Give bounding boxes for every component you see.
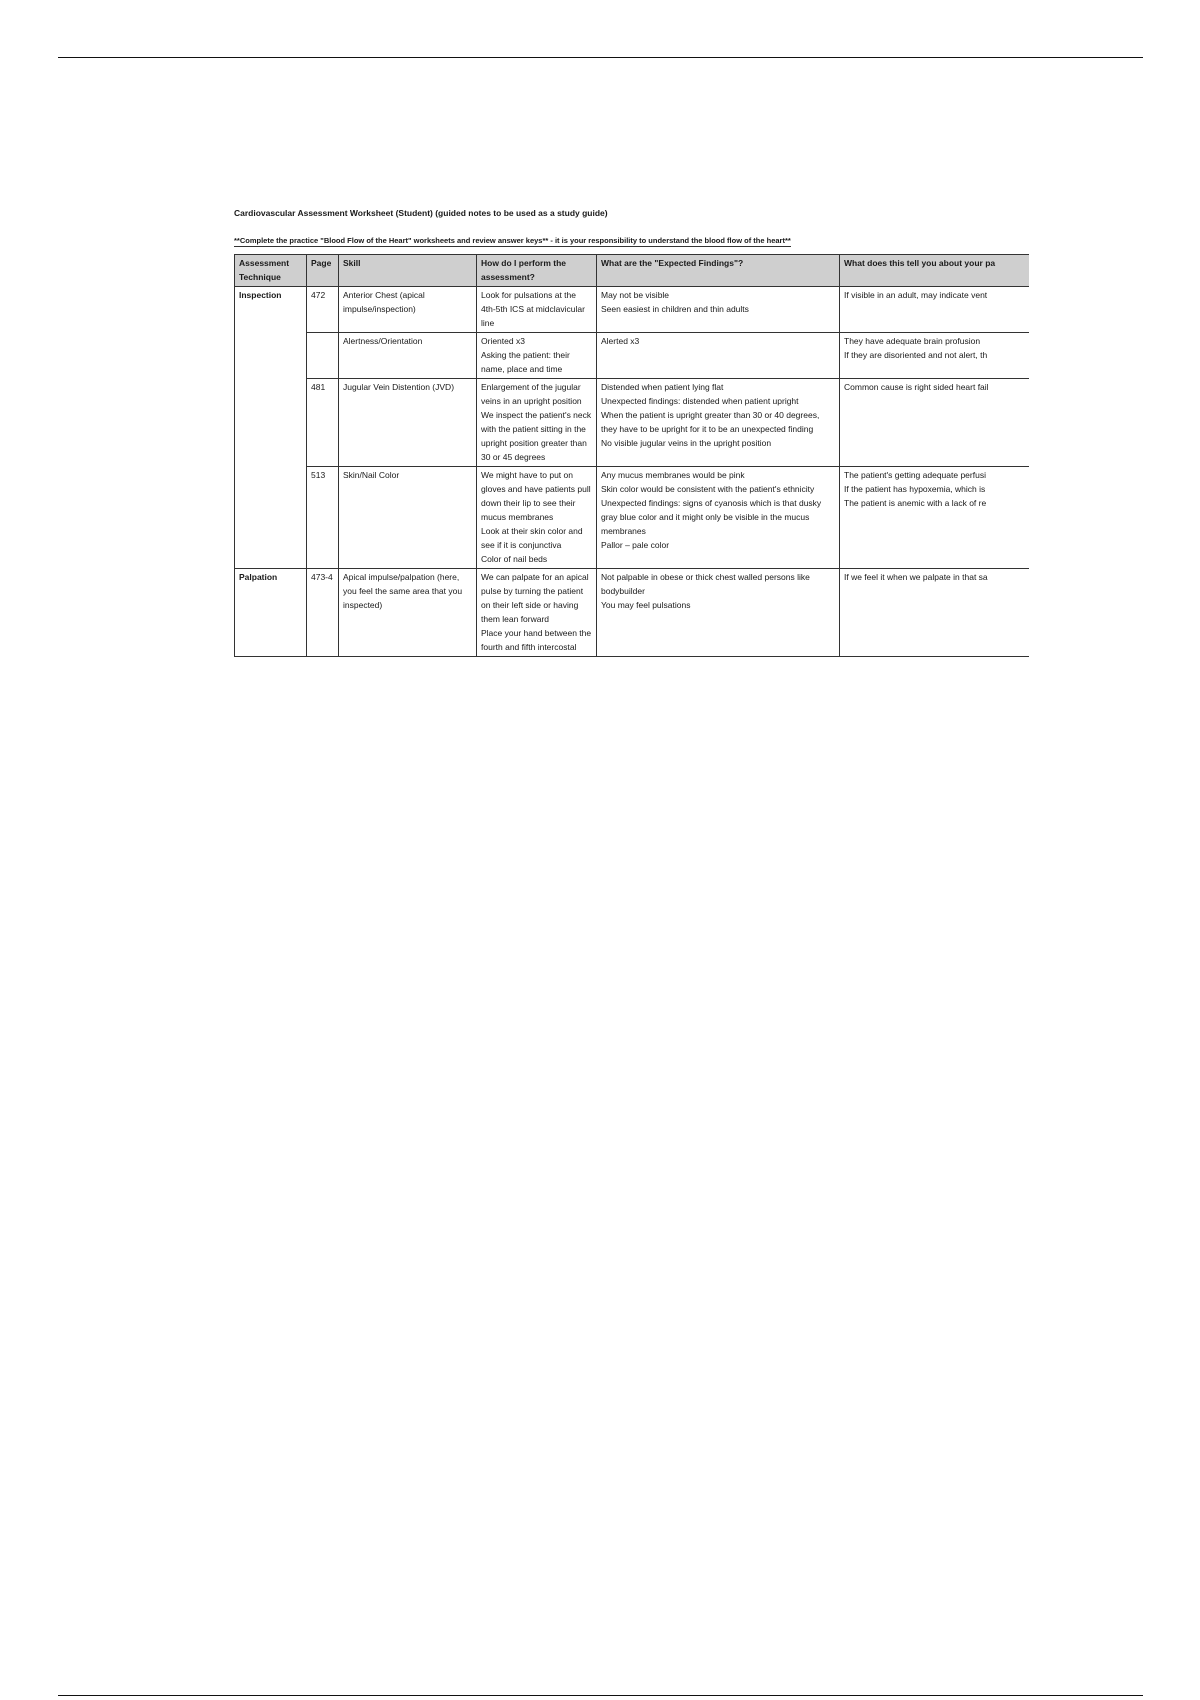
cell-line: No visible jugular veins in the upright position <box>601 438 772 448</box>
cell-perform <box>477 287 597 333</box>
cell-line: We can palpate for an apical pulse by turning the patient on their left side or having them lean forward <box>481 572 589 624</box>
cell-line: Seen easiest in children and thin adults <box>601 304 749 314</box>
cell-page: 472 <box>307 287 339 333</box>
footer-rule <box>58 1695 1143 1696</box>
cell-skill: Apical impulse/palpation (here, you feel the same area that you inspected) <box>339 569 477 657</box>
cell-line: Common cause is right sided heart fail <box>844 382 989 392</box>
cell-line: Unexpected findings: distended when patient upright <box>601 396 799 406</box>
cell-page: 473-4 <box>307 569 339 657</box>
header-rule <box>58 57 1143 58</box>
cell-line: Distended when patient lying flat <box>601 382 724 392</box>
cell-line: Oriented x3 <box>481 336 525 346</box>
cell-expected <box>597 333 840 379</box>
cell-technique <box>235 333 307 379</box>
cell-line: Skin color would be consistent with the patient's ethnicity <box>601 484 815 494</box>
cell-line: If they are disoriented and not alert, th <box>844 350 988 360</box>
cell-tells <box>840 569 1030 657</box>
cell-tells <box>840 467 1030 569</box>
cell-line: If visible in an adult, may indicate vent <box>844 290 988 300</box>
cell-expected <box>597 287 840 333</box>
header-tells: What does this tell you about your pa <box>840 255 1030 287</box>
cell-line: You may feel pulsations <box>601 600 691 610</box>
table-row <box>235 379 1030 467</box>
cell-page: 513 <box>307 467 339 569</box>
header-perform: How do I perform the assessment? <box>477 255 597 287</box>
cell-page <box>307 333 339 379</box>
document-note: **Complete the practice "Blood Flow of the Heart" worksheets and review answer keys** - it is your responsibility to understand the blood flow of the heart** <box>234 236 791 245</box>
cell-technique <box>235 467 307 569</box>
cell-line: If we feel it when we palpate in that sa <box>844 572 988 582</box>
cell-expected <box>597 467 840 569</box>
cell-line: Pallor – pale color <box>601 540 670 550</box>
cell-line: The patient is anemic with a lack of re <box>844 498 987 508</box>
table-row <box>235 333 1030 379</box>
table-row <box>235 569 1030 657</box>
cell-line: We inspect the patient's neck with the patient sitting in the upright position greater than 30 or 45 degrees <box>481 410 592 462</box>
cell-line: Asking the patient: their name, place and time <box>481 350 570 374</box>
cell-line: Enlargement of the jugular veins in an upright position <box>481 382 582 406</box>
document-title: Cardiovascular Assessment Worksheet (Student) (guided notes to be used as a study guide) <box>234 208 608 218</box>
cell-line: Color of nail beds <box>481 554 548 564</box>
cell-tells <box>840 379 1030 467</box>
cell-skill: Jugular Vein Distention (JVD) <box>339 379 477 467</box>
cell-line: Place your hand between the fourth and fifth intercostal <box>481 628 592 652</box>
table-header-row <box>235 255 1030 287</box>
cell-tells <box>840 333 1030 379</box>
cell-line: May not be visible <box>601 290 670 300</box>
worksheet <box>234 208 1029 764</box>
cell-page: 481 <box>307 379 339 467</box>
cell-line: Look for pulsations at the 4th-5th ICS at midclavicular line <box>481 290 585 328</box>
header-page: Page <box>307 255 339 287</box>
cell-perform <box>477 379 597 467</box>
cell-skill: Anterior Chest (apical impulse/inspection) <box>339 287 477 333</box>
cell-line: If the patient has hypoxemia, which is <box>844 484 986 494</box>
cell-line: The patient's getting adequate perfusi <box>844 470 986 480</box>
cell-line: They have adequate brain profusion <box>844 336 981 346</box>
cell-technique <box>235 379 307 467</box>
table-viewport <box>234 254 1029 764</box>
cell-technique: Palpation <box>235 569 307 657</box>
cell-skill: Skin/Nail Color <box>339 467 477 569</box>
cell-perform <box>477 333 597 379</box>
cell-line: When the patient is upright greater than 30 or 40 degrees, they have to be upright for it to be an unexpected finding <box>601 410 820 434</box>
cell-technique: Inspection <box>235 287 307 333</box>
cell-line: Not palpable in obese or thick chest walled persons like bodybuilder <box>601 572 810 596</box>
assessment-table <box>234 254 1029 657</box>
header-technique: Assessment Technique <box>235 255 307 287</box>
cell-line: Look at their skin color and see if it is conjunctiva <box>481 526 583 550</box>
cell-line: Unexpected findings: signs of cyanosis which is that dusky gray blue color and it might only be visible in the mucus membranes <box>601 498 822 536</box>
header-expected: What are the "Expected Findings"? <box>597 255 840 287</box>
cell-expected <box>597 379 840 467</box>
cell-line: Any mucus membranes would be pink <box>601 470 745 480</box>
cell-skill: Alertness/Orientation <box>339 333 477 379</box>
table-row <box>235 287 1030 333</box>
cell-perform <box>477 467 597 569</box>
cell-line: We might have to put on gloves and have patients pull down their lip to see their mucus membranes <box>481 470 591 522</box>
cell-tells <box>840 287 1030 333</box>
cell-perform <box>477 569 597 657</box>
header-skill: Skill <box>339 255 477 287</box>
cell-expected <box>597 569 840 657</box>
table-row <box>235 467 1030 569</box>
cell-line: Alerted x3 <box>601 336 640 346</box>
